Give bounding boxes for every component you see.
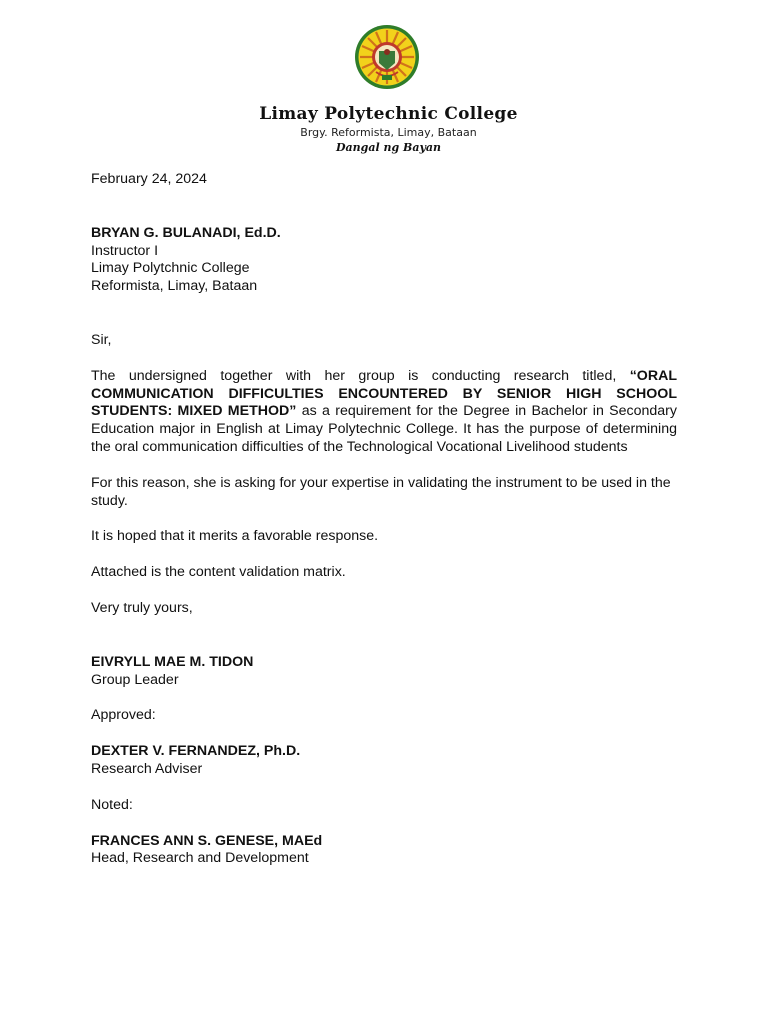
approver-name: DEXTER V. FERNANDEZ, Ph.D. — [91, 743, 301, 760]
body-intro: The undersigned together with her group is conducting research titled, — [91, 367, 630, 384]
recipient-institution: Limay Polytchnic College — [91, 260, 250, 277]
noted-label: Noted: — [91, 796, 133, 813]
body-paragraph-4: Attached is the content validation matrix. — [91, 564, 346, 581]
recipient-name: BRYAN G. BULANADI, Ed.D. — [91, 224, 281, 241]
body-purpose: as a requirement for the Degree in Bachelor in Secondary Education major in English at Limay Polytechnic College. It has the purpose of determining the oral communication difficulties of the Technological Vocational Livelihood students — [91, 403, 677, 455]
approved-label: Approved: — [91, 707, 156, 724]
college-address: Brgy. Reformista, Limay, Bataan — [300, 126, 477, 139]
college-name: Limay Polytechnic College — [259, 104, 518, 124]
college-seal-logo — [354, 24, 420, 90]
recipient-title: Instructor I — [91, 242, 159, 259]
noter-name: FRANCES ANN S. GENESE, MAEd — [91, 832, 323, 849]
salutation: Sir, — [91, 331, 112, 348]
letter-body — [91, 171, 677, 868]
research-title: “ORAL COMMUNICATION DIFFICULTIES ENCOUNTERED BY SENIOR HIGH SCHOOL STUDENTS: MIXED METHOD” — [91, 367, 677, 420]
signatory-role: Group Leader — [91, 671, 179, 688]
body-paragraph-2: For this reason, she is asking for your expertise in validating the instrument to be used in the study. — [91, 474, 671, 509]
signatory-name: EIVRYLL MAE M. TIDON — [91, 653, 254, 670]
college-motto: Dangal ng Bayan — [336, 141, 441, 154]
recipient-address: Reformista, Limay, Bataan — [91, 278, 258, 295]
closing: Very truly yours, — [91, 599, 193, 616]
letter-date: February 24, 2024 — [91, 171, 207, 187]
noter-role: Head, Research and Development — [91, 850, 309, 867]
approver-role: Research Adviser — [91, 760, 203, 777]
body-paragraph-1 — [91, 368, 677, 457]
body-paragraph-3: It is hoped that it merits a favorable response. — [91, 528, 379, 545]
